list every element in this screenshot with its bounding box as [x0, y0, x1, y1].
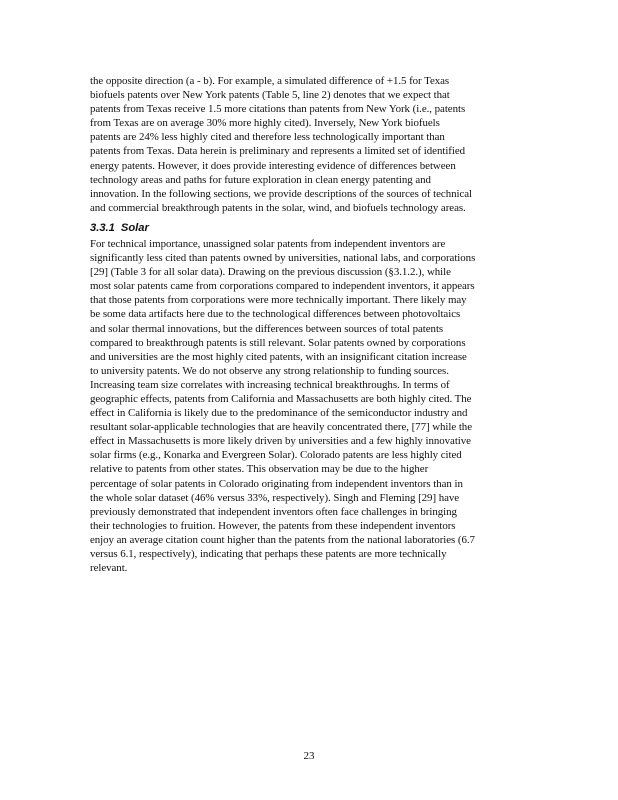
- text-line: patents from Texas. Data herein is preliminary and represents a limited set of identified: [90, 145, 466, 158]
- text-line: compared to breakthrough patents is still relevant. Solar patents owned by corporations: [90, 336, 466, 349]
- text-line: significantly less cited than patents owned by universities, national labs, and corporations: [90, 252, 476, 265]
- text-line: percentage of solar patents in Colorado originating from independent inventors than in: [90, 477, 463, 490]
- intro-paragraph: [90, 74, 532, 215]
- section-heading: [90, 221, 532, 236]
- text-line: resultant solar-applicable technologies that are heavily concentrated there, [77] while the: [90, 421, 472, 434]
- text-line: [29] (Table 3 for all solar data). Drawing on the previous discussion (§3.1.2.), while: [90, 266, 451, 279]
- text-line: and universities are the most highly cited patents, with an insignificant citation increase: [90, 350, 467, 363]
- text-line: biofuels patents over New York patents (Table 5, line 2) denotes that we expect that: [90, 89, 450, 102]
- page-number: 23: [303, 750, 315, 762]
- text-line: from Texas are on average 30% more highly cited). Inversely, New York biofuels: [90, 117, 440, 130]
- section-number: 3.3.1: [90, 221, 115, 234]
- section-title: Solar: [120, 221, 149, 234]
- text-line: the opposite direction (a - b). For example, a simulated difference of +1.5 for Texas: [90, 75, 450, 87]
- text-line: For technical importance, unassigned solar patents from independent inventors are: [90, 237, 446, 250]
- text-line: Increasing team size correlates with increasing technical breakthroughs. In terms of: [90, 378, 450, 391]
- text-line: effect in California is likely due to the predominance of the semiconductor industry and: [90, 407, 468, 420]
- text-line: relative to patents from other states. This observation may be due to the higher: [90, 463, 429, 476]
- text-line: geographic effects, patents from California and Massachusetts are both highly cited. The: [90, 392, 472, 405]
- text-line: previously demonstrated that independent inventors often face challenges in bringing: [90, 505, 457, 518]
- text-line: technology areas and paths for future exploration in clean energy patenting and: [90, 173, 431, 186]
- text-line: the whole solar dataset (46% versus 33%, respectively). Singh and Fleming [29] have: [90, 491, 460, 504]
- text-line: most solar patents came from corporations compared to independent inventors, it appears: [90, 280, 475, 293]
- text-line: versus 6.1, respectively), indicating that perhaps these patents are more technically: [90, 548, 447, 560]
- text-line: patents are 24% less highly cited and therefore less technologically important than: [90, 131, 445, 144]
- text-line: effect in Massachusetts is more likely driven by universities and a few highly innovative: [90, 435, 471, 448]
- solar-paragraph: [90, 237, 532, 575]
- text-line: be some data artifacts here due to the technological differences between photovoltaics: [90, 308, 461, 321]
- text-line: to university patents. We do not observe any strong relationship to funding sources.: [90, 364, 449, 377]
- text-line: enjoy an average citation count higher than the patents from the national laboratories (6.7: [90, 533, 475, 546]
- text-line: relevant.: [90, 562, 128, 575]
- text-line: patents from Texas receive 1.5 more citations than patents from New York (i.e., patents: [90, 103, 466, 116]
- text-line: solar firms (e.g., Konarka and Evergreen Solar). Colorado patents are less highly cited: [90, 449, 462, 462]
- text-line: and solar thermal innovations, but the differences between sources of total patents: [90, 322, 444, 335]
- text-line: energy patents. However, it does provide interesting evidence of differences between: [90, 159, 456, 172]
- text-line: that those patents from corporations were more technically important. There likely may: [90, 294, 467, 307]
- page-body: [90, 74, 532, 575]
- text-line: innovation. In the following sections, we provide descriptions of the sources of technical: [90, 187, 473, 200]
- text-line: their technologies to fruition. However, the patents from these independent inventors: [90, 519, 456, 532]
- text-line: and commercial breakthrough patents in the solar, wind, and biofuels technology areas.: [90, 201, 466, 214]
